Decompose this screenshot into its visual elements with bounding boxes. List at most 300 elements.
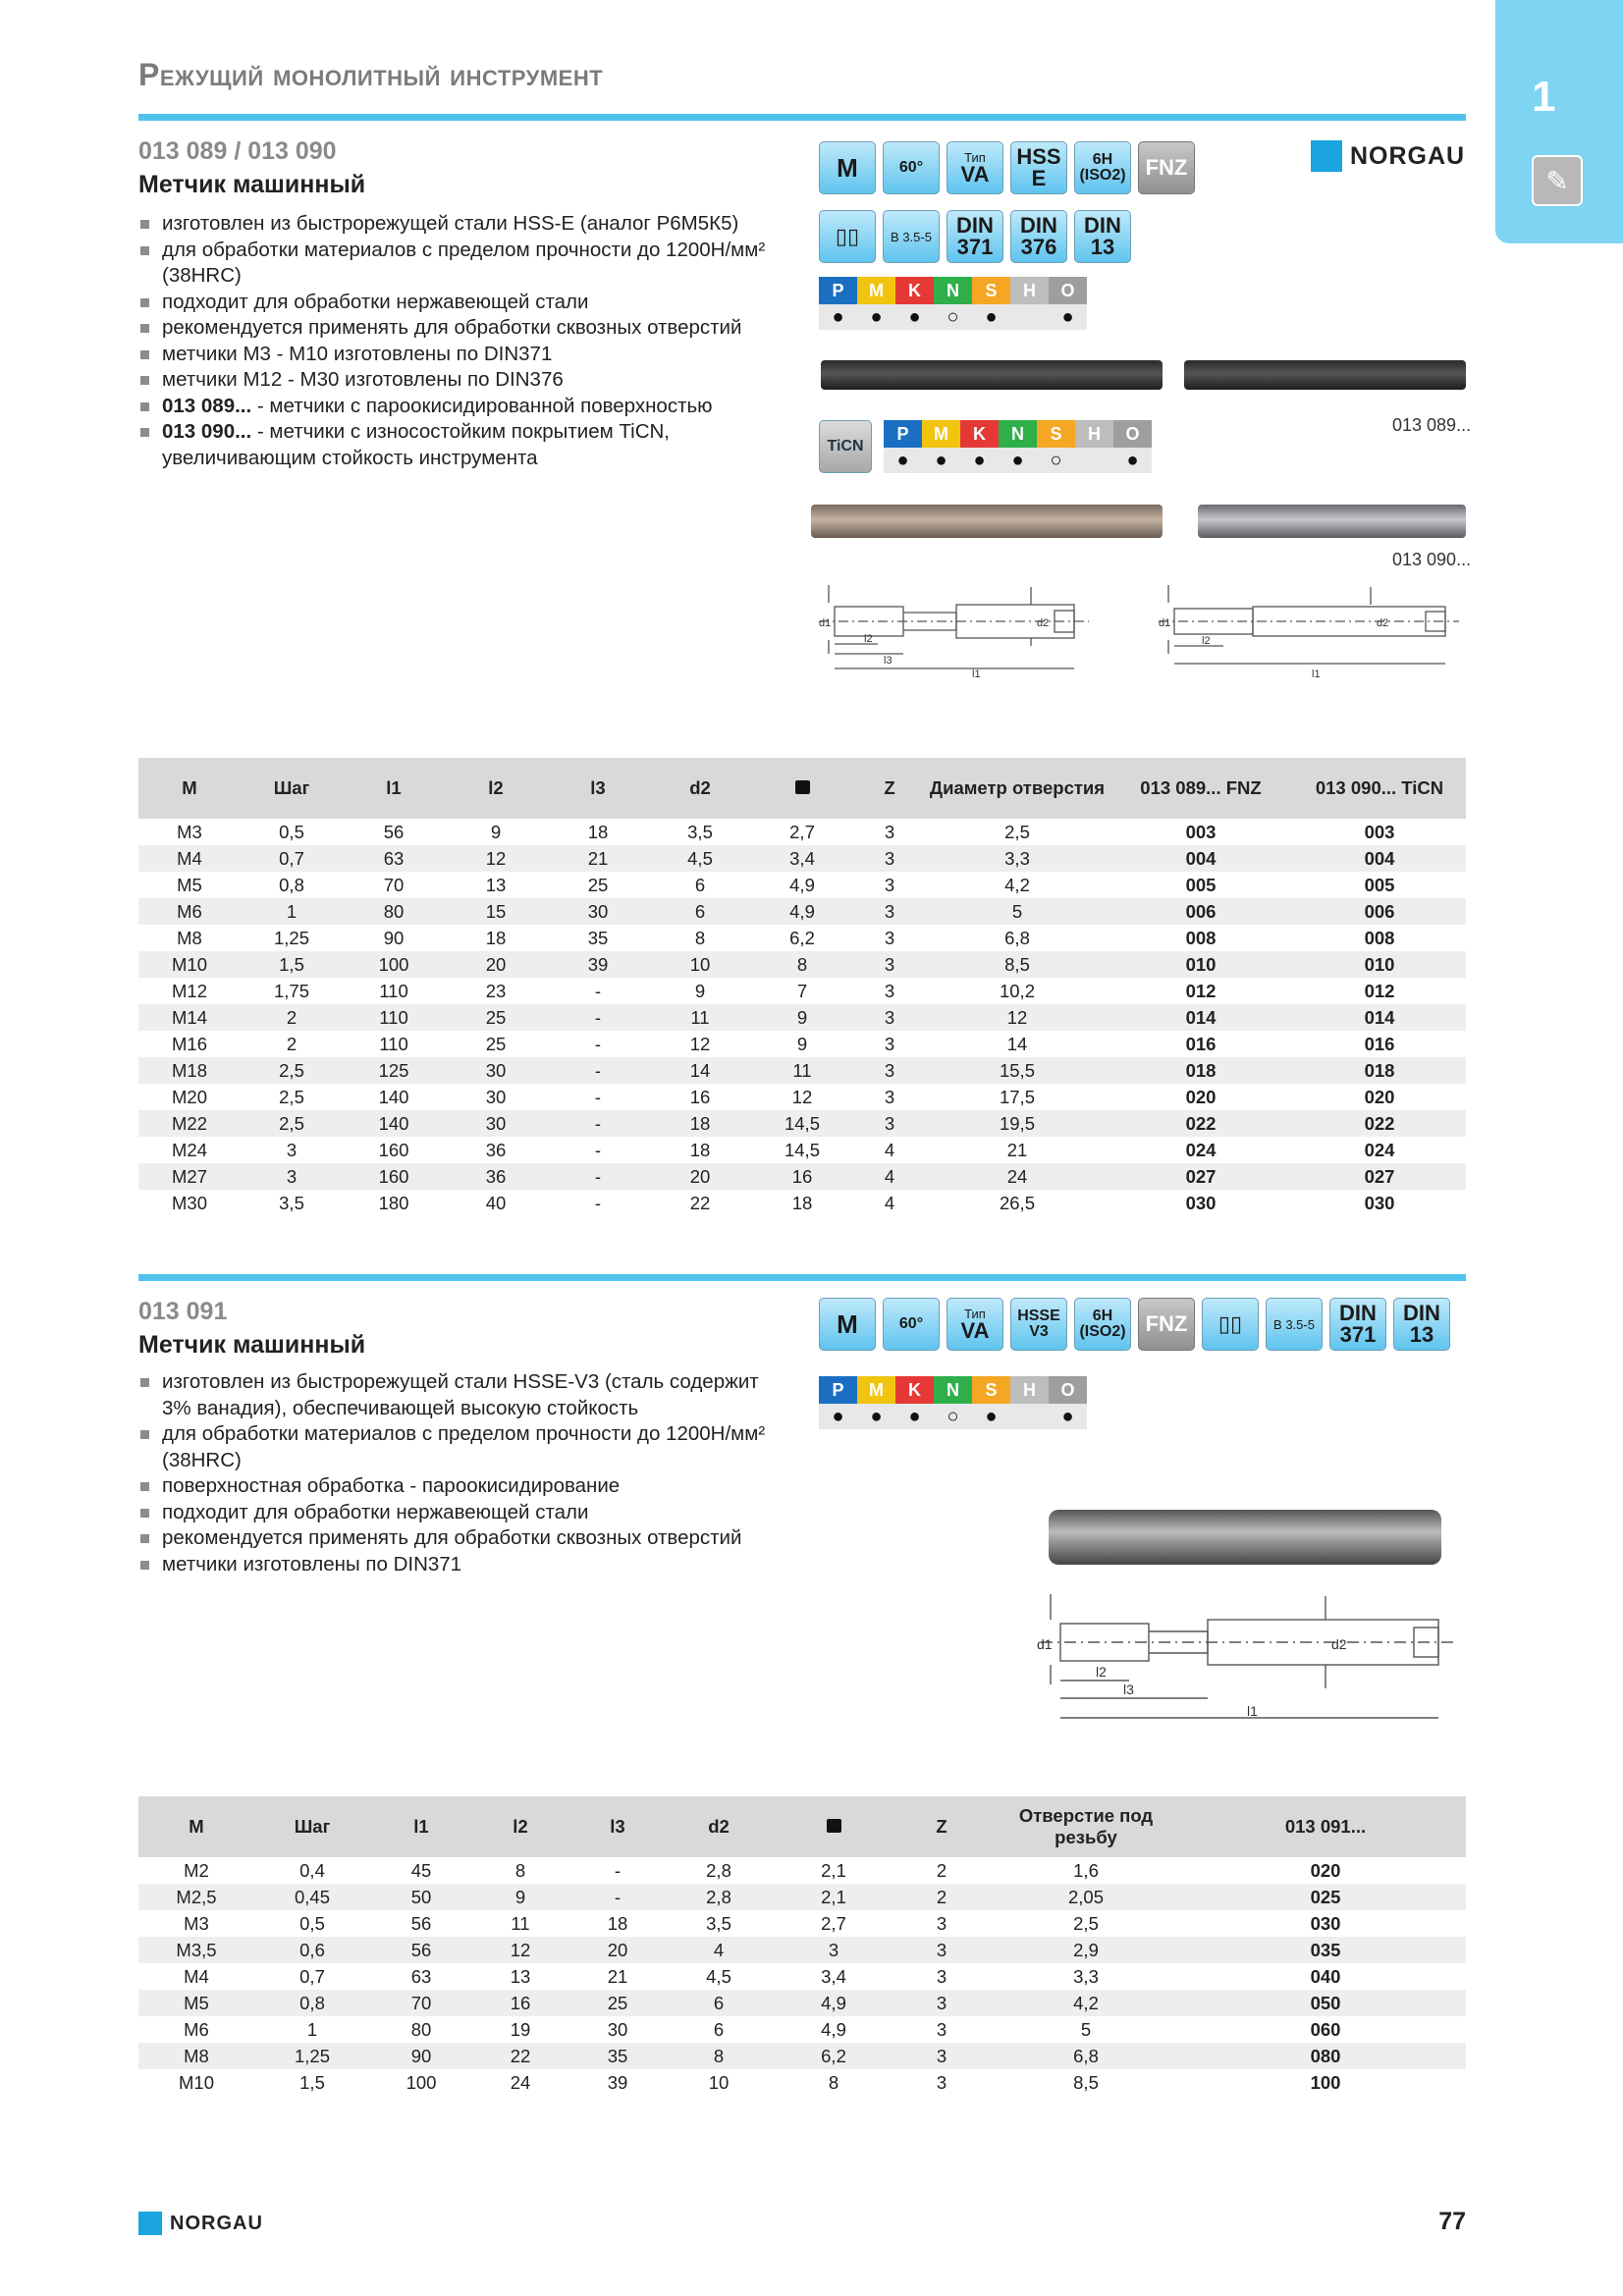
table-cell: 6,2 bbox=[789, 927, 815, 948]
article-code-cell: 012 bbox=[1364, 980, 1395, 1001]
table-cell: 3 bbox=[884, 874, 895, 895]
col-header: Шаг bbox=[254, 1796, 370, 1857]
col-header: Диаметр отверстия bbox=[926, 758, 1109, 819]
table-cell: - bbox=[547, 1004, 649, 1031]
metric-thread-icon: M bbox=[819, 141, 876, 194]
table-cell: 140 bbox=[378, 1086, 409, 1107]
table-cell: 6,8 bbox=[987, 2043, 1185, 2069]
table-cell: M27 bbox=[138, 1163, 241, 1190]
tap-drawing-013091 bbox=[1031, 1590, 1463, 1728]
table-cell: 3 bbox=[936, 1912, 947, 1934]
table-row bbox=[138, 1990, 1466, 2016]
table-cell: M18 bbox=[138, 1057, 241, 1084]
label-l2: l2 bbox=[1202, 635, 1211, 647]
material-h: H bbox=[1010, 1376, 1049, 1404]
article-code-cell: 022 bbox=[1293, 1110, 1466, 1137]
through-hole-icon: ▯▯ bbox=[819, 210, 876, 263]
table-cell: 4,5 bbox=[649, 845, 751, 872]
bullet-item: изготовлен из быстрорежущей стали HSS-E (аналог Р6М5К5) bbox=[138, 211, 786, 238]
table-cell: 3,5 bbox=[687, 821, 713, 842]
table-cell: 2 bbox=[896, 1884, 987, 1910]
table-cell: M24 bbox=[172, 1139, 207, 1160]
din13-icon: DIN 13 bbox=[1074, 210, 1131, 263]
suitability-dot: ● bbox=[1049, 304, 1087, 330]
table-cell: 0,5 bbox=[279, 821, 304, 842]
material-p: P bbox=[819, 1376, 857, 1404]
solid-tool-icon: ✎ bbox=[1532, 155, 1583, 206]
table-cell: 3,5 bbox=[279, 1192, 304, 1213]
table-cell: 4 bbox=[667, 1937, 771, 1963]
table-cell: 18 bbox=[587, 821, 609, 842]
table-cell: 5 bbox=[926, 898, 1109, 925]
section1-name: Метчик машинный bbox=[138, 171, 366, 198]
table-cell: 1,25 bbox=[273, 927, 309, 948]
table-cell: M3 bbox=[184, 1912, 209, 1934]
chapter-tab[interactable] bbox=[1495, 0, 1623, 243]
table-cell: 3 bbox=[896, 1937, 987, 1963]
col-header: l3 bbox=[547, 758, 649, 819]
suitability-dot: ● bbox=[1113, 448, 1152, 473]
suitability-dot: ○ bbox=[934, 304, 972, 330]
table-cell: 110 bbox=[379, 1033, 408, 1054]
table-cell: 10,2 bbox=[999, 980, 1035, 1001]
chapter-number: 1 bbox=[1532, 73, 1556, 121]
table-cell: 24 bbox=[926, 1163, 1109, 1190]
table-cell: 2,5 bbox=[241, 1057, 343, 1084]
table-cell: 8,5 bbox=[926, 951, 1109, 978]
brand-text: NORGAU bbox=[1350, 141, 1466, 170]
table-cell: M22 bbox=[138, 1110, 241, 1137]
tap-drawing-din371 bbox=[819, 585, 1133, 678]
table-cell: 6 bbox=[694, 874, 706, 895]
table-cell: 4,9 bbox=[789, 874, 815, 895]
table-cell: 3 bbox=[896, 1990, 987, 2016]
material-k: K bbox=[895, 277, 934, 304]
article-code-cell: 030 bbox=[1185, 1192, 1217, 1213]
article-code-cell: 010 bbox=[1293, 951, 1466, 978]
table-cell: 4,9 bbox=[771, 1990, 896, 2016]
label-l3: l3 bbox=[884, 655, 893, 667]
table-cell: M3 bbox=[177, 821, 202, 842]
col-header: Шаг bbox=[241, 758, 343, 819]
table-cell: 35 bbox=[568, 2043, 667, 2069]
table-cell: 15,5 bbox=[926, 1057, 1109, 1084]
article-code-cell: 030 bbox=[1364, 1192, 1395, 1213]
table-cell: 36 bbox=[445, 1163, 547, 1190]
table-cell: 10 bbox=[708, 2071, 730, 2093]
table-cell: 3 bbox=[241, 1163, 343, 1190]
material-h: H bbox=[1075, 420, 1113, 448]
table-row bbox=[138, 1910, 1466, 1937]
coating-ticn-row bbox=[819, 420, 872, 473]
table-cell: 50 bbox=[370, 1884, 472, 1910]
table-cell: 70 bbox=[383, 874, 405, 895]
col-header: M bbox=[138, 1796, 254, 1857]
table-row bbox=[138, 2016, 1466, 2043]
table-cell: 12 bbox=[445, 845, 547, 872]
table-cell: 4 bbox=[853, 1163, 926, 1190]
table-row bbox=[138, 1937, 1466, 1963]
table-cell: 4 bbox=[884, 1139, 895, 1160]
table-row bbox=[138, 1110, 1466, 1137]
tool-photo-ticn-short bbox=[1198, 505, 1466, 538]
article-code-cell: 018 bbox=[1293, 1057, 1466, 1084]
table-cell: 14 bbox=[1006, 1033, 1028, 1054]
suitability-dot: ● bbox=[895, 1404, 934, 1429]
article-code-cell: 030 bbox=[1310, 1912, 1341, 1934]
table-cell: 56 bbox=[370, 1937, 472, 1963]
table-cell: 80 bbox=[343, 898, 445, 925]
table-row bbox=[138, 1857, 1466, 1884]
table-cell: M30 bbox=[172, 1192, 207, 1213]
title-rule bbox=[138, 114, 1466, 121]
article-code-cell: 014 bbox=[1293, 1004, 1466, 1031]
table-cell: 0,45 bbox=[254, 1884, 370, 1910]
label-l3: l3 bbox=[1123, 1682, 1134, 1697]
table-cell: 0,8 bbox=[279, 874, 304, 895]
table-cell: 3,3 bbox=[926, 845, 1109, 872]
table-cell: 20 bbox=[649, 1163, 751, 1190]
material-s: S bbox=[972, 1376, 1010, 1404]
article-code-cell: 027 bbox=[1293, 1163, 1466, 1190]
suitability-dot: ● bbox=[857, 304, 895, 330]
col-header: d2 bbox=[667, 1796, 771, 1857]
table-cell: 1 bbox=[241, 898, 343, 925]
table-cell: 125 bbox=[343, 1057, 445, 1084]
label-d1: d1 bbox=[1159, 617, 1171, 629]
table-cell: 2,5 bbox=[279, 1086, 304, 1107]
material-p: P bbox=[884, 420, 922, 448]
table-cell: 3 bbox=[286, 1139, 298, 1160]
bullet-item: рекомендуется применять для обработки сквозных отверстий bbox=[138, 1525, 786, 1552]
section2-rule bbox=[138, 1274, 1466, 1281]
table-cell: 4,2 bbox=[987, 1990, 1185, 2016]
table-cell: 3 bbox=[884, 1086, 895, 1107]
table-cell: 63 bbox=[410, 1965, 432, 1987]
label-l1: l1 bbox=[1247, 1703, 1258, 1719]
square-size-header bbox=[751, 758, 853, 819]
label-d2: d2 bbox=[1377, 617, 1389, 629]
table-cell: 2 bbox=[286, 1033, 298, 1054]
table-cell: 18 bbox=[649, 1110, 751, 1137]
table-cell: - bbox=[614, 1859, 622, 1881]
table-cell: 3 bbox=[884, 1033, 895, 1054]
table-row bbox=[138, 925, 1466, 951]
col-header: l2 bbox=[445, 758, 547, 819]
table-cell: - bbox=[547, 1110, 649, 1137]
table-cell: 3,4 bbox=[751, 845, 853, 872]
article-code-cell: 100 bbox=[1310, 2071, 1341, 2093]
table-row bbox=[138, 1031, 1466, 1057]
metric-thread-icon: M bbox=[819, 1298, 876, 1351]
article-code-cell: 080 bbox=[1185, 2043, 1466, 2069]
suitability-dot: ● bbox=[895, 304, 934, 330]
table-cell: 0,8 bbox=[254, 1990, 370, 2016]
table-cell: 2,5 bbox=[1004, 821, 1030, 842]
bullet-item: подходит для обработки нержавеющей стали bbox=[138, 290, 786, 316]
table-cell: 4,9 bbox=[821, 2018, 846, 2040]
table-cell: M6 bbox=[138, 898, 241, 925]
materials-table-013091 bbox=[819, 1376, 1087, 1429]
article-code-cell: 027 bbox=[1109, 1163, 1293, 1190]
table-cell: M8 bbox=[138, 2043, 254, 2069]
material-hsse-v3-icon: HSSE V3 bbox=[1010, 1298, 1067, 1351]
thread-angle-icon: 60° bbox=[883, 141, 940, 194]
material-p: P bbox=[819, 277, 857, 304]
material-n: N bbox=[934, 1376, 972, 1404]
table-cell: 1,5 bbox=[299, 2071, 325, 2093]
table-cell: 16 bbox=[751, 1163, 853, 1190]
table-cell: - bbox=[568, 1884, 667, 1910]
label-l2: l2 bbox=[864, 633, 873, 645]
suitability-dot: ● bbox=[922, 448, 960, 473]
table-row bbox=[138, 872, 1466, 898]
table-cell: 3 bbox=[884, 927, 895, 948]
suitability-dot bbox=[1075, 448, 1113, 473]
table-cell: 5 bbox=[1080, 2018, 1092, 2040]
article-code-cell: 035 bbox=[1185, 1937, 1466, 1963]
table-cell: - bbox=[594, 1033, 602, 1054]
table-cell: 8 bbox=[667, 2043, 771, 2069]
section2-code: 013 091 bbox=[138, 1298, 228, 1325]
table-cell: 30 bbox=[547, 898, 649, 925]
material-s: S bbox=[1037, 420, 1075, 448]
table-cell: 9 bbox=[490, 821, 502, 842]
table-cell: 2,9 bbox=[987, 1937, 1185, 1963]
table-header-row bbox=[138, 1796, 1466, 1857]
materials-table-ticn bbox=[884, 420, 1152, 473]
table-cell: 2,7 bbox=[821, 1912, 846, 1934]
table-cell: 0,5 bbox=[299, 1912, 325, 1934]
col-header: Отверстие под резьбу bbox=[987, 1796, 1185, 1857]
article-code-cell: 016 bbox=[1364, 1033, 1395, 1054]
article-code-cell: 016 bbox=[1185, 1033, 1217, 1054]
table-cell: 1,6 bbox=[1073, 1859, 1099, 1881]
material-o: O bbox=[1113, 420, 1152, 448]
table-cell: 0,7 bbox=[241, 845, 343, 872]
bullet-item: для обработки материалов с пределом прочности до 1200Н/мм² (38HRC) bbox=[138, 1421, 786, 1473]
table-cell: 3 bbox=[853, 1004, 926, 1031]
table-cell: 2,5 bbox=[1073, 1912, 1099, 1934]
material-n: N bbox=[999, 420, 1037, 448]
article-code-cell: 004 bbox=[1293, 845, 1466, 872]
table-cell: M2 bbox=[184, 1859, 209, 1881]
table-row bbox=[138, 1004, 1466, 1031]
article-code-cell: 010 bbox=[1109, 951, 1293, 978]
table-cell: 3 bbox=[853, 1057, 926, 1084]
suitability-dot: ● bbox=[1049, 1404, 1087, 1429]
bullet-item: для обработки материалов с пределом прочности до 1200Н/мм² (38HRC) bbox=[138, 238, 786, 290]
table-cell: M6 bbox=[184, 2018, 209, 2040]
table-cell: 6,2 bbox=[771, 2043, 896, 2069]
table-cell: 20 bbox=[568, 1937, 667, 1963]
article-code-cell: 020 bbox=[1310, 1859, 1341, 1881]
table-cell: 0,7 bbox=[299, 1965, 325, 1987]
table-cell: 35 bbox=[587, 927, 609, 948]
table-cell: 6 bbox=[649, 898, 751, 925]
tool-photo-fnz-short bbox=[1184, 360, 1466, 390]
bullet-item: поверхностная обработка - пароокисидирование bbox=[138, 1473, 786, 1500]
table-row bbox=[138, 845, 1466, 872]
table-cell: 8,5 bbox=[1073, 2071, 1099, 2093]
col-header: 013 091... bbox=[1185, 1796, 1466, 1857]
article-code-cell: 020 bbox=[1364, 1086, 1395, 1107]
table-cell: 21 bbox=[607, 1965, 628, 1987]
table-cell: 36 bbox=[485, 1139, 507, 1160]
din13-icon: DIN 13 bbox=[1393, 1298, 1450, 1351]
article-code-cell: 025 bbox=[1185, 1884, 1466, 1910]
article-code-cell: 014 bbox=[1109, 1004, 1293, 1031]
square-size-header bbox=[771, 1796, 896, 1857]
article-code-cell: 024 bbox=[1185, 1139, 1217, 1160]
table-cell: 63 bbox=[343, 845, 445, 872]
material-hsse-icon: HSS E bbox=[1010, 141, 1067, 194]
thread-angle-icon: 60° bbox=[883, 1298, 940, 1351]
table-row bbox=[138, 898, 1466, 925]
label-l1: l1 bbox=[972, 668, 981, 678]
suitability-dot: ○ bbox=[1037, 448, 1075, 473]
table-cell: 18 bbox=[607, 1912, 628, 1934]
table-cell: 23 bbox=[485, 980, 507, 1001]
tap-drawing-din376 bbox=[1159, 585, 1469, 678]
table-cell: - bbox=[594, 1139, 602, 1160]
table-cell: 56 bbox=[383, 821, 405, 842]
col-header: 013 090... TiCN bbox=[1293, 758, 1466, 819]
brand-text: NORGAU bbox=[170, 2212, 263, 2234]
table-cell: 14 bbox=[649, 1057, 751, 1084]
table-cell: 25 bbox=[568, 1990, 667, 2016]
table-row bbox=[138, 1057, 1466, 1084]
table-cell: 30 bbox=[607, 2018, 628, 2040]
table-cell: 8 bbox=[828, 2071, 839, 2093]
table-cell: 8 bbox=[751, 951, 853, 978]
table-row bbox=[138, 819, 1466, 845]
chamfer-form-icon: B 3.5-5 bbox=[1266, 1298, 1323, 1351]
table-cell: 26,5 bbox=[999, 1192, 1035, 1213]
table-cell: 15 bbox=[445, 898, 547, 925]
table-cell: 110 bbox=[379, 980, 408, 1001]
suitability-dot: ● bbox=[857, 1404, 895, 1429]
section2-bullets bbox=[138, 1369, 786, 1577]
table-cell: 25 bbox=[485, 1033, 507, 1054]
article-code-cell: 024 bbox=[1364, 1139, 1395, 1160]
table-cell: 180 bbox=[378, 1192, 409, 1213]
label-l1: l1 bbox=[1312, 668, 1321, 678]
table-cell: 8 bbox=[514, 1859, 526, 1881]
page-number: 77 bbox=[1438, 2208, 1466, 2235]
page-title: Режущий монолитный инструмент bbox=[138, 57, 604, 92]
table-cell: 3 bbox=[853, 1110, 926, 1137]
col-header: l2 bbox=[472, 1796, 568, 1857]
tolerance-icon: 6H (ISO2) bbox=[1074, 141, 1131, 194]
table-cell: - bbox=[594, 1192, 602, 1213]
table-cell: 19,5 bbox=[926, 1110, 1109, 1137]
chamfer-form-icon: B 3.5-5 bbox=[883, 210, 940, 263]
table-cell: 3 bbox=[853, 898, 926, 925]
table-cell: 9 bbox=[796, 1033, 808, 1054]
table-cell: 0,4 bbox=[299, 1859, 325, 1881]
article-code-cell: 022 bbox=[1109, 1110, 1293, 1137]
table-cell: M20 bbox=[172, 1086, 207, 1107]
table-cell: 14,5 bbox=[751, 1110, 853, 1137]
table-row bbox=[138, 1163, 1466, 1190]
table-cell: 3 bbox=[896, 2043, 987, 2069]
table-cell: 100 bbox=[406, 2071, 437, 2093]
table-row bbox=[138, 1884, 1466, 1910]
material-h: H bbox=[1010, 277, 1049, 304]
table-cell: M4 bbox=[138, 845, 241, 872]
table-cell: 3 bbox=[884, 980, 895, 1001]
caption-013089: 013 089... bbox=[1392, 415, 1472, 435]
table-cell: 3 bbox=[853, 845, 926, 872]
table-cell: 4 bbox=[884, 1192, 895, 1213]
footer-brand bbox=[138, 2212, 263, 2235]
table-cell: 18 bbox=[485, 927, 507, 948]
table-cell: 56 bbox=[410, 1912, 432, 1934]
col-header: l1 bbox=[343, 758, 445, 819]
table-cell: 2 bbox=[936, 1859, 947, 1881]
table-cell: 2,1 bbox=[821, 1859, 846, 1881]
table-cell: - bbox=[594, 980, 602, 1001]
col-header: d2 bbox=[649, 758, 751, 819]
table-cell: 4,9 bbox=[751, 898, 853, 925]
table-cell: 20 bbox=[445, 951, 547, 978]
suitability-dot: ● bbox=[972, 304, 1010, 330]
article-code-cell: 012 bbox=[1185, 980, 1217, 1001]
table-cell: 25 bbox=[587, 874, 609, 895]
table-cell: 10 bbox=[649, 951, 751, 978]
table-cell: 39 bbox=[547, 951, 649, 978]
col-header: M bbox=[138, 758, 241, 819]
col-header: l1 bbox=[370, 1796, 472, 1857]
table-cell: 11 bbox=[511, 1912, 530, 1934]
material-o: O bbox=[1049, 1376, 1087, 1404]
table-cell: 3,4 bbox=[821, 1965, 846, 1987]
table-cell: 45 bbox=[410, 1859, 432, 1881]
table-row bbox=[138, 1137, 1466, 1163]
label-d2: d2 bbox=[1331, 1636, 1347, 1652]
materials-table-fnz bbox=[819, 277, 1087, 330]
table-cell: 14,5 bbox=[784, 1139, 820, 1160]
table-cell: 21 bbox=[1006, 1139, 1028, 1160]
table-cell: 90 bbox=[370, 2043, 472, 2069]
material-s: S bbox=[972, 277, 1010, 304]
brand-logo bbox=[1311, 140, 1465, 172]
bullet-item: метчики изготовлены по DIN371 bbox=[138, 1552, 786, 1578]
article-code-cell: 018 bbox=[1109, 1057, 1293, 1084]
table-cell: 1,5 bbox=[241, 951, 343, 978]
table-cell: 160 bbox=[343, 1163, 445, 1190]
material-m: M bbox=[857, 1376, 895, 1404]
table-row bbox=[138, 2069, 1466, 2096]
table-cell: 16 bbox=[689, 1086, 711, 1107]
table-cell: 110 bbox=[343, 1004, 445, 1031]
suitability-dot: ● bbox=[960, 448, 999, 473]
table-cell: 30 bbox=[485, 1086, 507, 1107]
square-icon bbox=[827, 1819, 841, 1833]
table-cell: 11 bbox=[751, 1057, 853, 1084]
table-cell: M8 bbox=[177, 927, 202, 948]
table-cell: 3,3 bbox=[1073, 1965, 1099, 1987]
table-cell: 9 bbox=[694, 980, 706, 1001]
suitability-dot: ● bbox=[884, 448, 922, 473]
section2-icons-row bbox=[819, 1298, 1450, 1351]
table-cell: 2,7 bbox=[789, 821, 815, 842]
section1-bullets bbox=[138, 211, 786, 471]
table-cell: 39 bbox=[607, 2071, 628, 2093]
table-cell: 19 bbox=[510, 2018, 531, 2040]
table-cell: 1,75 bbox=[273, 980, 309, 1001]
